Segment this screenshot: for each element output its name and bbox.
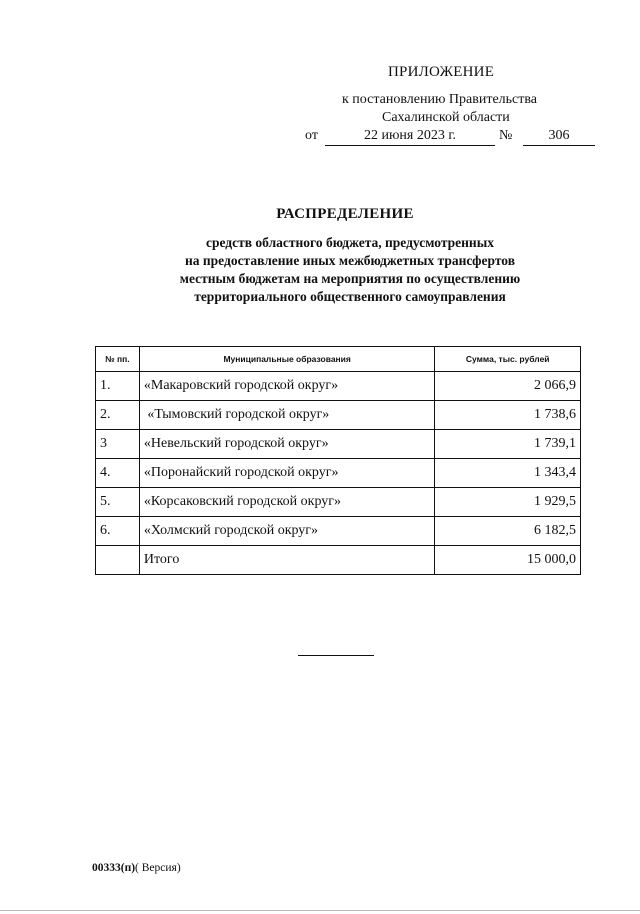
row-sum: 1 343,4 [435, 459, 581, 488]
decree-date: 22 июня 2023 г. [325, 128, 495, 146]
appendix-date-number-line [305, 128, 605, 148]
row-sum: 1 739,1 [435, 430, 581, 459]
total-sum: 15 000,0 [435, 546, 581, 575]
subtitle-line: на предоставление иных межбюджетных трансфертов [184, 253, 515, 268]
row-municipality: «Тымовский городской округ» [139, 401, 435, 430]
header-municipality: Муниципальные образования [139, 347, 435, 372]
table-row [96, 517, 581, 546]
row-municipality: «Холмский городской округ» [139, 517, 435, 546]
table-header-row [96, 347, 581, 372]
closing-rule [298, 655, 374, 656]
document-code: 00333(п) [92, 862, 136, 874]
total-label: Итого [139, 546, 435, 575]
appendix-reference-line2: Сахалинской области [382, 110, 510, 125]
decree-number: 306 [523, 128, 595, 146]
table-row [96, 488, 581, 517]
row-number: 3 [96, 430, 140, 459]
document-version: ( Версия) [135, 862, 181, 874]
subtitle-line: средств областного бюджета, предусмотренных [205, 235, 494, 250]
subtitle-line: территориального общественного самоуправления [194, 289, 506, 304]
row-number: 4. [96, 459, 140, 488]
row-number: 2. [96, 401, 140, 430]
total-number [96, 546, 140, 575]
header-sum: Сумма, тыс. рублей [435, 347, 581, 372]
table-total-row [96, 546, 581, 575]
row-sum: 2 066,9 [435, 372, 581, 401]
row-municipality: «Корсаковский городской округ» [139, 488, 435, 517]
subtitle-line: местным бюджетам на мероприятия по осуществлению [179, 271, 521, 286]
document-title: РАСПРЕДЕЛЕНИЕ [276, 206, 414, 222]
row-number: 5. [96, 488, 140, 517]
table-row [96, 430, 581, 459]
row-municipality: «Поронайский городской округ» [139, 459, 435, 488]
row-municipality: «Макаровский городской округ» [139, 372, 435, 401]
appendix-title: ПРИЛОЖЕНИЕ [388, 64, 495, 80]
row-sum: 1 738,6 [435, 401, 581, 430]
row-number: 1. [96, 372, 140, 401]
table-row [96, 459, 581, 488]
page-bottom-edge [0, 910, 640, 911]
row-sum: 6 182,5 [435, 517, 581, 546]
row-municipality: «Невельский городской округ» [139, 430, 435, 459]
header-number: № пп. [96, 347, 140, 372]
appendix-reference-line1: к постановлению Правительства [342, 92, 538, 107]
footer-document-code [92, 862, 181, 874]
row-number: 6. [96, 517, 140, 546]
row-sum: 1 929,5 [435, 488, 581, 517]
table-row [96, 401, 581, 430]
table-row [96, 372, 581, 401]
number-sign: № [499, 128, 513, 143]
distribution-table [95, 346, 581, 575]
from-label: от [305, 128, 318, 143]
document-subtitle [120, 234, 580, 306]
